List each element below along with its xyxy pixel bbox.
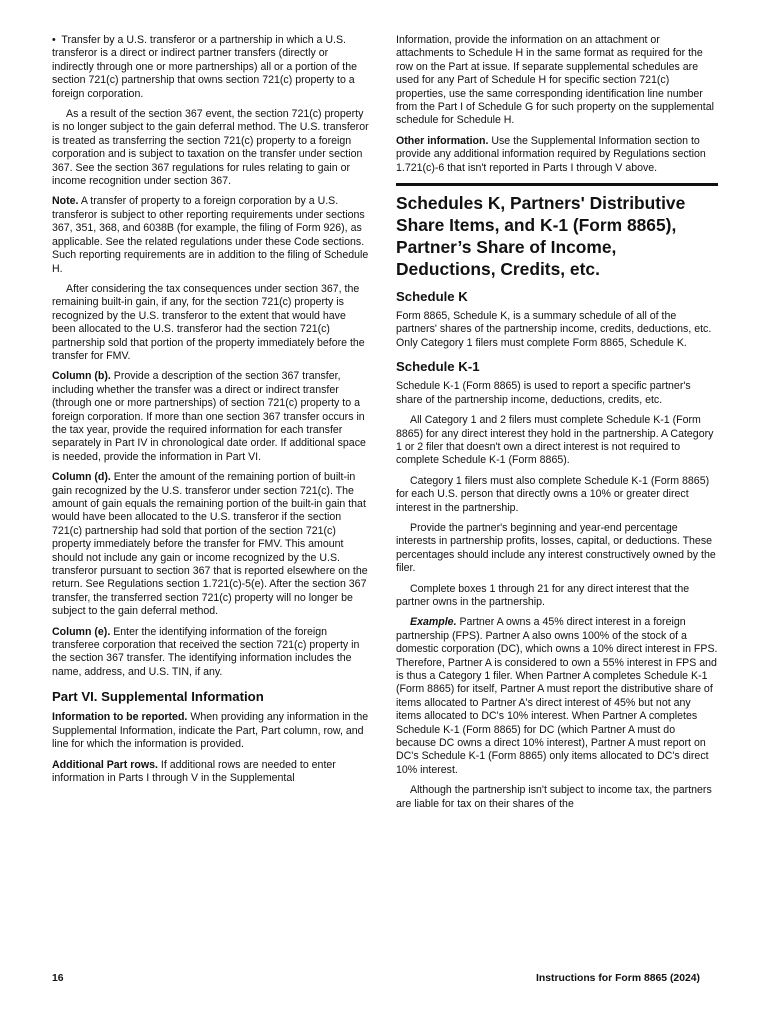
other-info-label: Other information. (396, 134, 489, 147)
example-label: Example. (410, 616, 457, 629)
column-d-label: Column (d). (52, 471, 111, 484)
example-text: Partner A owns a 45% direct interest in a foreign partnership (FPS). Partner A also owns 100% of the stock of a domestic corporation (DC), which owns a 10% direct interest in FPS. Therefore, Partner A is considered to own a 55% interest in FPS and is thus a Category 1 filer. When Partner A completes Schedule K-1 (Form 8865) for itself, Partner A must report the distributive share of items allocated to Partner A's direct interest of 45% but not any items allocated to DC's 10% interest. When Partner A completes Schedule K-1 (Form 8865) for DC (which Partner A must do because DC owns a direct 10% interest), Partner A must report on DC's Schedule K-1 (Form 8865) only items allocated to DC's direct 10% interest. (396, 616, 718, 776)
additional-rows-label: Additional Part rows. (52, 758, 158, 771)
paragraph-result: As a result of the section 367 event, the section 721(c) property is no longer subject to the gain deferral method. The U.S. transferor is treated as transferring the section 721(c) property to a foreign corporation and is subject to taxation on the transfer under section 367. See the section 367 regulations for rules relating to gain or income recognition under section 367. (52, 108, 369, 188)
part-vi-heading: Part VI. Supplemental Information (52, 689, 264, 705)
paragraph-continued: Information, provide the information on an attachment or attachments to Schedule H in the same format as required for the row on the Part at issue. If separate supplemental schedules are used for any Part of Schedule H for specific section 721(c) properties, use the same corresponding identification line number from the Part I of Schedule G for such property on the supplemental schedule for Schedule H. (396, 34, 714, 127)
additional-rows-text: If additional rows are needed to enter information in Parts I through V in the Supplemental (52, 758, 336, 784)
info-text: When providing any information in the Supplemental Information, indicate the Part, Part column, row, and line for which the information is provided. (52, 711, 369, 751)
schedule-k-heading: Schedule K (396, 289, 468, 305)
other-info-paragraph (396, 135, 718, 175)
note-text: A transfer of property to a foreign corporation by a U.S. transferor is subject to other reporting requirements under sections 367, 351, 368, and 6038B (for example, the filing of Form 926), as applicable. See the related regulations under these Code sections. Such reporting requirements are in addition to the filing of Schedule H. (52, 195, 369, 275)
bullet-text: Transfer by a U.S. transferor or a partnership in which a U.S. transferor is a direct or indirect partner transfers (directly or indirectly through one or more partnerships) all or a portion of the section 721(c) partnership that owns section 721(c) property to a foreign corporation. (52, 34, 358, 100)
paragraph-all-filers: All Category 1 and 2 filers must complete Schedule K-1 (Form 8865) for any direct interest they hold in the partnership. A Category 1 or 2 filer that doesn't own a direct interest is not required to complete Schedule K-1 (Form 8865). (396, 414, 714, 467)
paragraph-provide: Provide the partner's beginning and year-end percentage interests in partnership profits, losses, capital, or deductions. These percentages should include any interest constructively owned by the filer. (396, 521, 716, 575)
note-paragraph (52, 195, 372, 275)
paragraph-although: Although the partnership isn't subject to income tax, the partners are liable for tax on their shares of the (396, 784, 712, 810)
column-d-paragraph (52, 471, 372, 618)
info-paragraph (52, 711, 372, 751)
column-e-text: Enter the identifying information of the foreign transferee corporation that received the section 721(c) property in the section 367 transfer. The identifying information includes the name, address, and U.S. TIN, if any. (52, 625, 360, 678)
schedules-heading-block (396, 183, 718, 280)
column-d-text: Enter the amount of the remaining portion of built-in gain recognized by the U.S. transferor under section 721(c). The amount of gain equals the remaining portion of the built-in gain that would have been allocated to the U.S. transferor if the section 721(c) partnership had sold that portion of the section 721(c) property immediately before the transfer for FMV. This amount should not include any gain or income recognized by the U.S. transferor pursuant to section 367 that is reported elsewhere on the return. See Regulations section 1.721(c)-5(e). After the section 367 transfer, the transferred section 721(c) property will no longer be subject to the gain deferral method. (52, 471, 368, 618)
paragraph-after: After considering the tax consequences under section 367, the remaining built-in gain, if any, for the section 721(c) property is recognized by the U.S. transferor to the extent that would have been allocated to the U.S. transferor had the section 721(c) partnership sold that portion of the property immediately before the transfer for FMV. (52, 282, 365, 362)
info-label: Information to be reported. (52, 711, 188, 724)
paragraph-category1: Category 1 filers must also complete Schedule K-1 (Form 8865) for each U.S. person that directly owns a 10% or greater direct interest in the partnership. (396, 474, 710, 514)
paragraph-complete: Complete boxes 1 through 21 for any direct interest that the partner owns in the partnership. (396, 582, 690, 608)
schedule-k-text: Form 8865, Schedule K, is a summary schedule of all of the partners' shares of the partnership income, credits, deductions, etc. Only Category 1 filers must complete Form 8865, Schedule K. (396, 310, 712, 349)
additional-rows-paragraph (52, 759, 372, 786)
left-column (52, 34, 372, 792)
schedule-k1-heading: Schedule K-1 (396, 359, 480, 375)
other-info-text: Use the Supplemental Information section to provide any additional information required by Regulations section 1.721(c)-6 that isn't reported in Parts I through V above. (396, 134, 706, 174)
column-e-label: Column (e). (52, 625, 111, 638)
column-b-paragraph (52, 370, 372, 464)
note-label: Note. (52, 195, 79, 208)
document-title-footer: Instructions for Form 8865 (2024) (536, 973, 700, 984)
bullet-glyph: • (52, 34, 56, 46)
column-b-text: Provide a description of the section 367 transfer, including whether the transfer was a direct or indirect transfer (through one or more partnerships) of section 721(c) property to a foreign corporation. If more than one section 367 transfer occurs in the tax year, provide the required information for each transfer separately in Part IV in chronological date order. If additional space is needed, provide the information in Part VI. (52, 370, 366, 463)
example-paragraph (396, 616, 718, 777)
column-b-label: Column (b). (52, 370, 111, 383)
page-number: 16 (52, 973, 64, 984)
bullet-paragraph (52, 34, 372, 101)
right-column (396, 34, 718, 818)
schedules-heading: Schedules K, Partners' Distributive Share Items, and K-1 (Form 8865), Partner’s Share of Income, Deductions, Credits, etc. (396, 193, 686, 280)
column-e-paragraph (52, 626, 372, 680)
schedule-k1-text: Schedule K-1 (Form 8865) is used to report a specific partner's share of the partnership income, deductions, credits, etc. (396, 380, 691, 406)
